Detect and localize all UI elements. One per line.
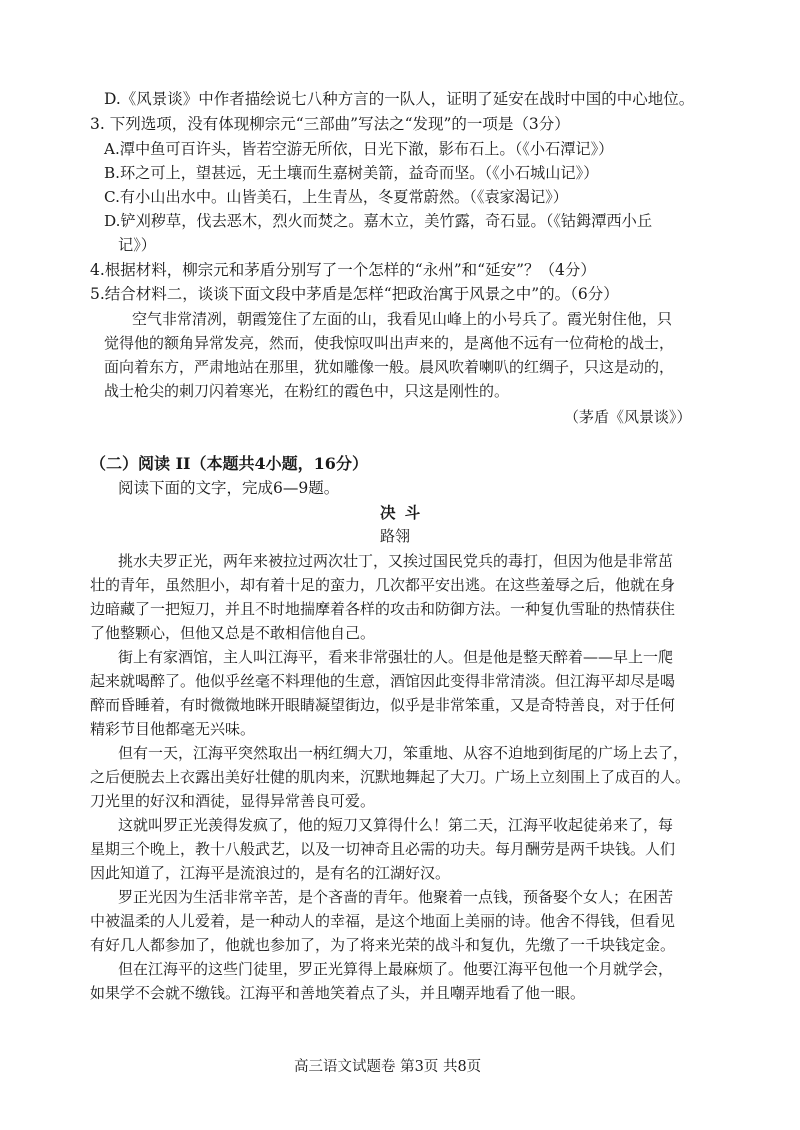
excerpt-source: （茅盾《风景谈》） — [564, 408, 692, 426]
story-line: 精彩节目他都毫无兴味。 — [90, 720, 256, 738]
story-line: 起来就喝醉了。他似乎丝毫不料理他的生意，酒馆因此变得非常清淡。但江海平却尽是喝 — [90, 672, 676, 690]
story-line: 了他整颗心，但他又总是不敢相信他自己。 — [90, 624, 376, 642]
story-line: 之后便脱去上衣露出美好壮健的肌肉来，沉默地舞起了大刀。广场上立刻围上了成百的人。 — [90, 768, 691, 786]
story-line: 因此知道了，江海平是流浪过的，是有名的江湖好汉。 — [90, 864, 451, 882]
question-4: 4.根据材料，柳宗元和茅盾分别写了一个怎样的“永州”和“延安”？（4分） — [90, 261, 596, 279]
option-c: C.有小山出水中。山皆美石，上生青丛，冬夏常蔚然。（《袁家渴记》） — [104, 188, 568, 206]
story-line: 但有一天，江海平突然取出一柄红绸大刀，笨重地、从容不迫地到街尾的广场上去了， — [118, 744, 689, 762]
story-line: 壮的青年，虽然胆小，却有着十足的蛮力，几次都平安出逃。在这些羞辱之后，他就在身 — [90, 576, 676, 594]
option-d-line: D.《风景谈》中作者描绘说七八种方言的一队人，证明了延安在战时中国的中心地位。 — [104, 90, 695, 108]
excerpt-line: 空气非常清冽，朝霞笼住了左面的山，我看见山峰上的小号兵了。霞光射住他，只 — [132, 310, 673, 328]
story-line: 有好几人都参加了，他就也参加了，为了将来光荣的战斗和复仇，先缴了一千块钱定金。 — [90, 936, 676, 954]
excerpt-line: 战士枪尖的刺刀闪着寒光，在粉红的霞色中，只这是刚性的。 — [104, 382, 510, 400]
story-line: 街上有家酒馆，主人叫江海平，看来非常强壮的人。但是他是整天醉着——早上一爬 — [118, 648, 674, 666]
instruction: 阅读下面的文字，完成6—9题。 — [118, 479, 340, 497]
page-footer: 高三语文试题卷 第3页 共8页 — [294, 1059, 482, 1075]
option-d: D.铲刈秽草，伐去恶木，烈火而焚之。嘉木立，美竹露，奇石显。（《钴鉧潭西小丘 — [104, 212, 653, 230]
story-line: 星期三个晚上，教十八般武艺，以及一切神奇且必需的功夫。每月酬劳是两千块钱。人们 — [90, 840, 676, 858]
excerpt-line: 觉得他的额角异常发亮，然而，使我惊叹叫出声来的，是离他不远有一位荷枪的战士， — [104, 334, 675, 352]
story-line: 罗正光因为生活非常辛苦，是个吝啬的青年。他聚着一点钱，预备娶个女人；在困苦 — [118, 888, 674, 906]
story-line: 如果学不会就不缴钱。江海平和善地笑着点了头，并且嘲弄地看了他一眼。 — [90, 984, 586, 1002]
story-line: 挑水夫罗正光，两年来被拉过两次壮丁，又挨过国民党兵的毒打，但因为他是非常茁 — [118, 552, 674, 570]
excerpt-line: 面向着东方，严肃地站在那里，犹如雕像一般。晨风吹着喇叭的红绸子，只这是动的， — [104, 358, 675, 376]
story-line: 刀光里的好汉和酒徒，显得异常善良可爱。 — [90, 792, 376, 810]
question-5: 5.结合材料二，谈谈下面文段中茅盾是怎样“把政治寓于风景之中”的。（6分） — [90, 285, 619, 303]
story-line: 醉而昏睡着，有时微微地眯开眼睛凝望街边，似乎是非常笨重，又是奇特善良，对于任何 — [90, 696, 676, 714]
question-3: 3. 下列选项，没有体现柳宗元“三部曲”写法之“发现”的一项是（3分） — [90, 115, 570, 133]
section-heading: （二）阅读 II（本题共4小题，16分） — [90, 454, 368, 473]
option-b: B.环之可上，望甚远，无土壤而生嘉树美箭，益奇而坚。（《小石城山记》） — [104, 164, 599, 182]
story-line: 中被温柔的人儿爱着，是一种动人的幸福，是这个地面上美丽的诗。他舍不得钱，但看见 — [90, 912, 676, 930]
story-line: 边暗藏了一把短刀，并且不时地揣摩着各样的攻击和防御方法。一种复仇雪耻的热情获住 — [90, 600, 676, 618]
option-d-continued: 记》） — [118, 236, 156, 254]
story-title: 决斗 — [380, 503, 430, 522]
story-line: 这就叫罗正光羡得发疯了，他的短刀又算得什么！第二天，江海平收起徒弟来了，每 — [118, 816, 674, 834]
option-a: A.潭中鱼可百许头，皆若空游无所依，日光下澈，影布石上。（《小石潭记》） — [104, 140, 614, 158]
story-author: 路翎 — [380, 527, 411, 545]
story-line: 但在江海平的这些门徒里，罗正光算得上最麻烦了。他要江海平包他一个月就学会， — [118, 960, 674, 978]
